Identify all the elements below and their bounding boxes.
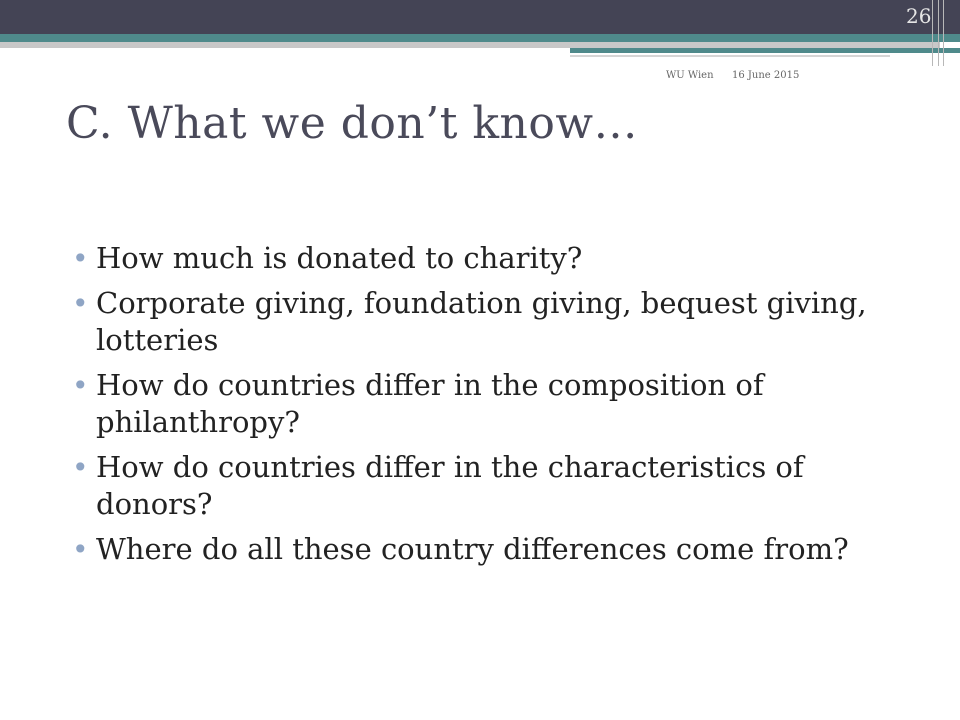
header-accent-stripe-short	[570, 48, 960, 53]
bullet-list	[70, 240, 900, 576]
header-vertical-rule	[932, 0, 933, 66]
header-accent-stripe	[0, 34, 960, 42]
footer-organization: WU Wien	[666, 70, 714, 81]
bullet-text: How do countries differ in the composition of philanthropy?	[96, 368, 764, 439]
slide-number: 26	[906, 4, 932, 28]
header-band	[0, 0, 960, 34]
bullet-dot-icon: •	[72, 533, 89, 566]
bullet-item	[70, 449, 900, 523]
bullet-dot-icon: •	[72, 287, 89, 320]
bullet-item	[70, 240, 900, 277]
header-thin-rule	[570, 55, 890, 57]
header-vertical-rule	[938, 0, 939, 66]
bullet-item	[70, 531, 900, 568]
bullet-text: How do countries differ in the characteristics of donors?	[96, 450, 804, 521]
header-vertical-rule	[943, 0, 944, 66]
bullet-dot-icon: •	[72, 369, 89, 402]
bullet-item	[70, 285, 900, 359]
bullet-dot-icon: •	[72, 242, 89, 275]
bullet-text: Corporate giving, foundation giving, bequest giving, lotteries	[96, 286, 867, 357]
bullet-text: Where do all these country differences come from?	[96, 532, 849, 566]
slide-title: C. What we don’t know…	[66, 98, 639, 149]
footer-date: 16 June 2015	[732, 70, 800, 81]
bullet-item	[70, 367, 900, 441]
bullet-dot-icon: •	[72, 451, 89, 484]
bullet-text: How much is donated to charity?	[96, 241, 583, 275]
